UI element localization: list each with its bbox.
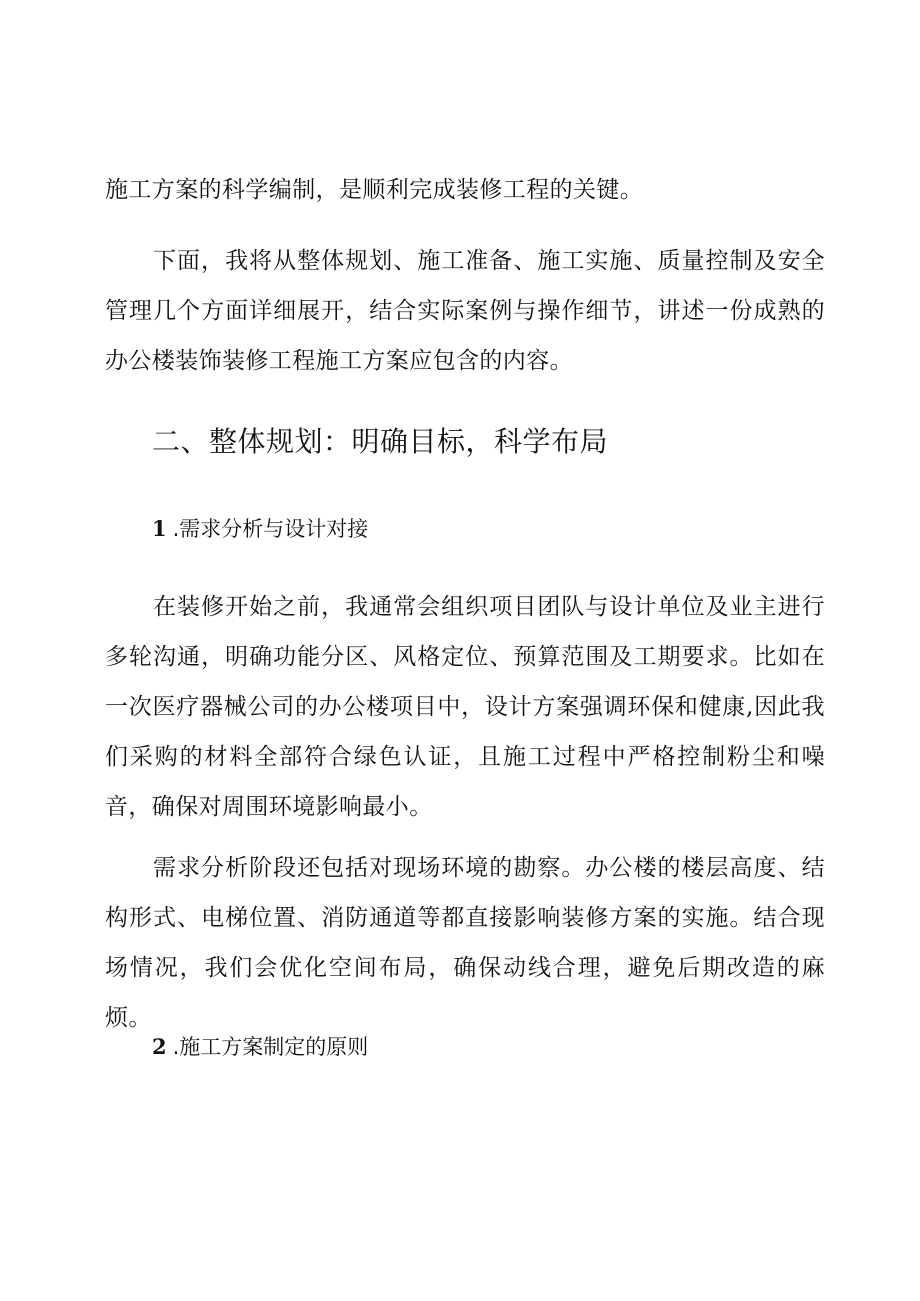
subsection-heading-2 (152, 1032, 368, 1062)
site-survey-paragraph: 需求分析阶段还包括对现场环境的勘察。办公楼的楼层高度、结构形式、电梯位置、消防通道等都直接影响装修方案的实施。结合现场情况，我们会优化空间布局，确保动线合理，避免后期改造的麻烦。 (105, 855, 825, 1031)
subsection-title: .施工方案制定的原则 (172, 1035, 369, 1059)
intro-continuation-paragraph: 施工方案的科学编制，是顺利完成装修工程的关键。 (105, 177, 644, 203)
requirements-paragraph: 在装修开始之前，我通常会组织项目团队与设计单位及业主进行多轮沟通，明确功能分区、风格定位、预算范围及工期要求。比如在一次医疗器械公司的办公楼项目中，设计方案强调环保和健康,因此我们采购的材料全部符合绿色认证，且施工过程中严格控制粉尘和噪音，确保对周围环境影响最小。 (105, 594, 825, 820)
subsection-heading-1 (152, 514, 368, 544)
subsection-title: .需求分析与设计对接 (172, 517, 369, 541)
subsection-number: 2 (152, 1034, 167, 1059)
intro-overview-paragraph: 下面，我将从整体规划、施工准备、施工实施、质量控制及安全管理几个方面详细展开，结合实际案例与操作细节，讲述一份成熟的办公楼装饰装修工程施工方案应包含的内容。 (105, 248, 825, 374)
subsection-number: 1 (152, 516, 167, 541)
section-heading: 二、整体规划：明确目标，科学布局 (152, 425, 609, 458)
